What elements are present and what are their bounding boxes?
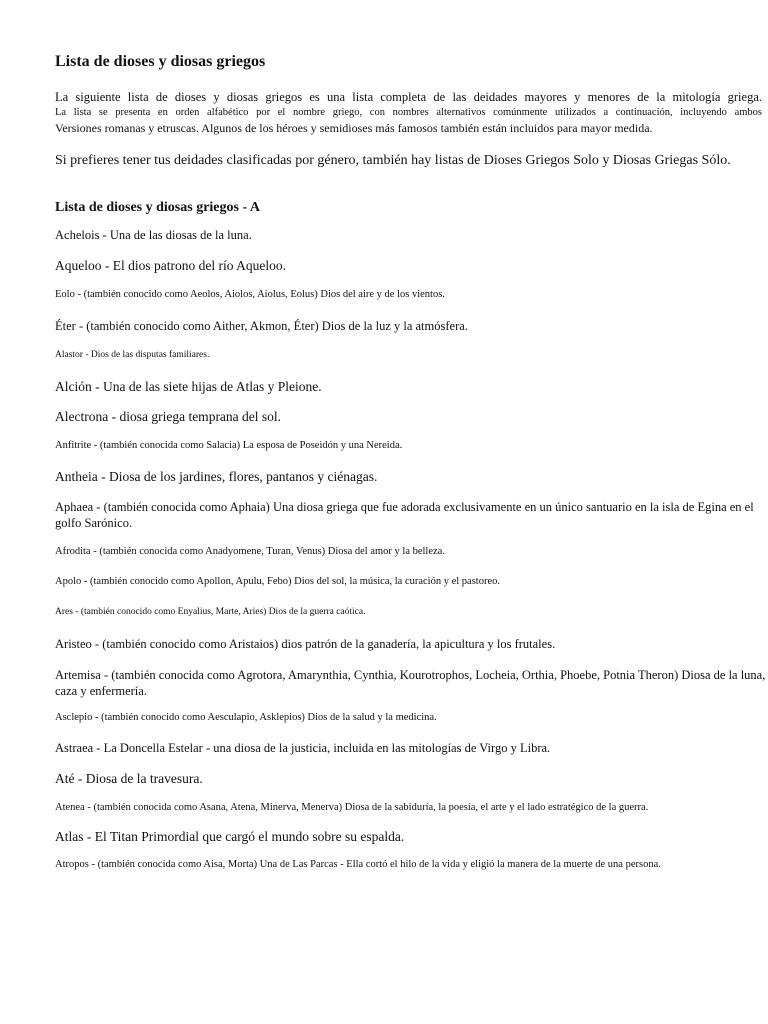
entry-anfitrite: Anfitrite - (también conocida como Salacia) La esposa de Poseidón y una Nereida. xyxy=(55,440,403,451)
intro-line-3: Versiones romanas y etruscas. Algunos de los héroes y semidioses más famosos también están incluidos para mayor medida. xyxy=(55,121,653,135)
entry-asclepio: Asclepio - (también conocido como Aesculapio, Asklepios) Dios de la salud y la medicina. xyxy=(55,712,437,723)
intro-line-2: La lista se presenta en orden alfabético por el nombre griego, con nombres alternativos comúnmente utilizados a continuación, incluyendo ambos xyxy=(55,107,762,118)
entry-astraea: Astraea - La Doncella Estelar - una diosa de la justicia, incluida en las mitologías de Virgo y Libra. xyxy=(55,741,551,755)
document-page xyxy=(55,52,766,872)
entry-aqueloo: Aqueloo - El dios patrono del río Aqueloo. xyxy=(55,258,286,273)
intro-line-1: La siguiente lista de dioses y diosas griegos es una lista completa de las deidades mayores y menores de la mitología griega. xyxy=(55,90,762,104)
entry-eter: Éter - (también conocido como Aither, Akmon, Éter) Dios de la luz y la atmósfera. xyxy=(55,319,468,333)
entry-eolo: Eolo - (también conocido como Aeolos, Aiolos, Aiolus, Eolus) Dios del aire y de los vientos. xyxy=(55,289,445,300)
entry-alcion: Alción - Una de las siete hijas de Atlas y Pleione. xyxy=(55,379,322,394)
entry-alectrona: Alectrona - diosa griega temprana del sol. xyxy=(55,409,282,424)
entry-afrodita: Afrodita - (también conocida como Anadyomene, Turan, Venus) Diosa del amor y la belleza. xyxy=(55,546,445,557)
entry-atlas: Atlas - El Titan Primordial que cargó el mundo sobre su espalda. xyxy=(55,829,405,844)
entry-atropos: Atropos - (también conocida como Aisa, Morta) Una de Las Parcas - Ella cortó el hilo de la vida y eligió la manera de la muerte de una persona. xyxy=(55,859,661,870)
intro-paragraph xyxy=(55,90,762,136)
entry-achelois: Achelois - Una de las diosas de la luna. xyxy=(55,228,252,242)
entry-aphaea: Aphaea - (también conocida como Aphaia) Una diosa griega que fue adorada exclusivamente en un único santuario en la isla de Egina en el golfo Sarónico. xyxy=(55,500,754,530)
section-heading-a: Lista de dioses y diosas griegos - A xyxy=(55,200,260,215)
entry-artemisa: Artemisa - (también conocida como Agrotora, Amarynthia, Cynthia, Kourotrophos, Locheia, Orthia, Phoebe, Potnia Theron) Diosa de la luna, caza y enfermería. xyxy=(55,668,766,698)
page-title: Lista de dioses y diosas griegos xyxy=(55,53,266,70)
entry-aristeo: Aristeo - (también conocido como Aristaios) dios patrón de la ganadería, la apicultura y los frutales. xyxy=(55,637,556,651)
entry-ares: Ares - (también conocido como Enyalius, Marte, Aries) Dios de la guerra caótica. xyxy=(55,607,366,617)
entry-atenea: Atenea - (también conocida como Asana, Atena, Minerva, Menerva) Diosa de la sabiduría, la poesía, el arte y el lado estratégico de la guerra. xyxy=(55,802,649,813)
entry-antheia: Antheia - Diosa de los jardines, flores, pantanos y ciénagas. xyxy=(55,469,378,484)
preference-paragraph: Si prefieres tener tus deidades clasificadas por género, también hay listas de Dioses Griegos Solo y Diosas Griegas Sólo. xyxy=(55,153,731,168)
entry-alastor: Alastor - Dios de las disputas familiares. xyxy=(55,350,210,360)
entry-apolo: Apolo - (también conocido como Apollon, Apulu, Febo) Dios del sol, la música, la curación y el pastoreo. xyxy=(55,576,500,587)
entry-ate: Até - Diosa de la travesura. xyxy=(55,771,203,786)
